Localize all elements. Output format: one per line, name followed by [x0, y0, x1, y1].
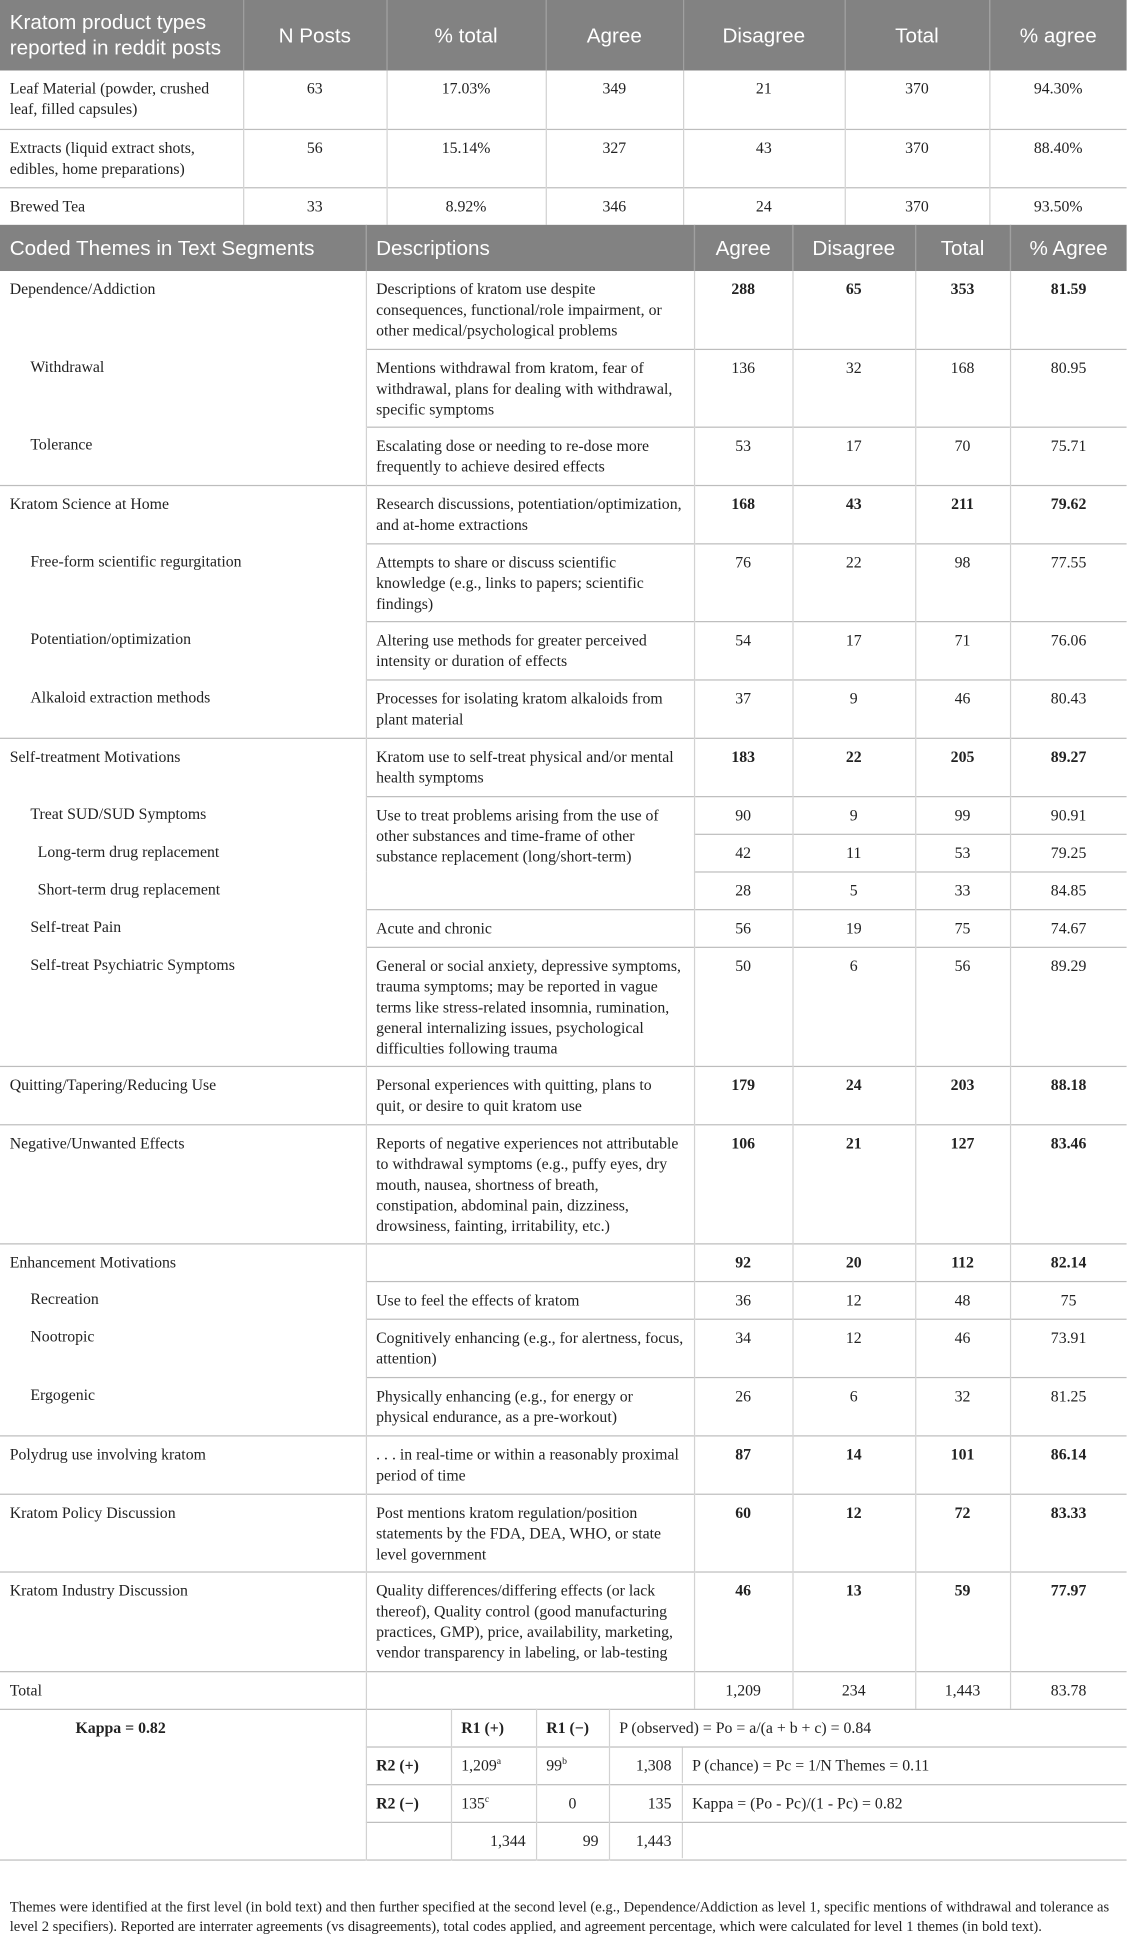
theme-label: Self-treat Psychiatric Symptoms	[0, 947, 366, 1066]
cell-total: 46	[915, 1319, 1010, 1377]
r1-pos-header: R1 (+)	[451, 1709, 536, 1747]
cell-agree: 87	[694, 1435, 792, 1493]
cell-pct-agree: 73.91	[1010, 1319, 1127, 1377]
cell-pct-agree: 81.59	[1050, 279, 1087, 298]
product-label: Brewed Tea	[0, 187, 243, 225]
kappa-table	[0, 1709, 1127, 1861]
cell-agree: 34	[694, 1319, 792, 1377]
grand-total-cell	[609, 1822, 1127, 1860]
theme-label: Ergogenic	[0, 1377, 366, 1435]
cell-agree: 1,209	[694, 1671, 792, 1709]
theme-row-level1	[0, 1124, 1127, 1243]
theme-description: Descriptions of kratom use despite consequences, functional/role impairment, or other medical/psychological problems	[366, 271, 694, 349]
cell-disagree: 12	[792, 1494, 915, 1572]
cell-agree: 56	[694, 909, 792, 947]
cell-total: 370	[845, 129, 990, 187]
theme-label: Long-term drug replacement	[0, 834, 366, 872]
col2-total: 99	[536, 1822, 609, 1860]
cell-disagree: 6	[792, 947, 915, 1066]
table-footnote: Themes were identified at the first level (in bold text) and then further specified at the second level (e.g., Dependence/Addiction as level 1, specific mentions of withdrawal and tolerance as level 2 specifiers). Reported are interrater agreements (vs disagreements), total codes applied, and agreement percentage, which were calculated for level 1 themes (in bold text).	[9, 1898, 1110, 1935]
cell-agree: 106	[694, 1124, 792, 1243]
theme-row-level2	[0, 427, 1127, 485]
kappa-label: Kappa = 0.82	[0, 1709, 366, 1860]
cell-pct-agree: 80.95	[1010, 349, 1127, 427]
empty-cell	[366, 1709, 451, 1747]
formula-observed: P (observed) = Po = a/(a + b + c) = 0.84	[609, 1709, 1127, 1747]
theme-label: Recreation	[0, 1281, 366, 1319]
theme-row-level2	[0, 1377, 1127, 1435]
r2-pos-header: R2 (+)	[366, 1747, 451, 1785]
cell-disagree: 22	[792, 738, 915, 796]
cell-disagree: 17	[792, 427, 915, 485]
cell-pct-agree: 89.27	[1010, 738, 1127, 796]
theme-row-level1	[0, 1435, 1127, 1493]
r2-neg-header: R2 (−)	[366, 1785, 451, 1823]
theme-row-level2	[0, 796, 1127, 834]
theme-description: Mentions withdrawal from kratom, fear of withdrawal, plans for dealing with withdrawal, specific symptoms	[366, 349, 694, 427]
cell-pct-agree: 83.33	[1010, 1494, 1127, 1572]
theme-label: Potentiation/optimization	[0, 621, 366, 679]
theme-label: Treat SUD/SUD Symptoms	[0, 796, 366, 834]
formula-chance-text: P (chance) = Pc = 1/N Themes = 0.11	[692, 1756, 930, 1775]
cell-agree: 346	[546, 187, 683, 225]
cell-total: 101	[915, 1435, 1010, 1493]
cell-disagree: 14	[792, 1435, 915, 1493]
cell-total: 127	[915, 1124, 1010, 1243]
cell-agree: 53	[694, 427, 792, 485]
cell-disagree: 9	[792, 796, 915, 834]
kappa-row	[0, 1709, 1127, 1747]
formula-kappa-text: Kappa = (Po - Pc)/(1 - Pc) = 0.82	[692, 1793, 903, 1813]
cell-agree: 42	[694, 834, 792, 872]
cell-disagree: 65	[792, 271, 915, 349]
cell-pct-agree: 75	[1010, 1281, 1127, 1319]
total-label: Total	[0, 1671, 366, 1709]
col-header-pct-agree: % agree	[989, 0, 1126, 70]
theme-row-level2	[0, 349, 1127, 427]
theme-description: Processes for isolating kratom alkaloids from plant material	[366, 679, 694, 737]
col-header-disagree: Disagree	[792, 225, 915, 271]
col-header-total: Total	[915, 225, 1010, 271]
product-types-table	[0, 0, 1127, 225]
cell-c-value: 135	[461, 1793, 485, 1813]
cell-pct-total: 17.03%	[386, 70, 545, 128]
coded-themes-table	[0, 225, 1127, 1709]
cell-total: 53	[915, 834, 1010, 872]
theme-row-level2	[0, 1281, 1127, 1319]
theme-description: . . . in real-time or within a reasonably proximal period of time	[366, 1435, 694, 1493]
theme-label: Kratom Science at Home	[0, 485, 366, 543]
theme-row-level1	[0, 1571, 1127, 1671]
cell-d: 0	[536, 1785, 609, 1823]
cell-total: 56	[915, 947, 1010, 1066]
product-label: Leaf Material (powder, crushed leaf, filled capsules)	[0, 70, 243, 128]
cell-agree: 37	[694, 679, 792, 737]
col-header-pct-agree: % Agree	[1010, 225, 1127, 271]
theme-label: Kratom Industry Discussion	[0, 1571, 366, 1671]
cell-agree: 288	[694, 271, 792, 349]
table-row	[0, 70, 1127, 128]
cell-agree: 46	[694, 1571, 792, 1671]
theme-description: Use to treat problems arising from the use of other substances and time-frame of other substance replacement (long/short-term)	[366, 796, 694, 909]
cell-pct-agree: 88.40%	[989, 129, 1126, 187]
col-header-total: Total	[845, 0, 990, 70]
theme-description: Kratom use to self-treat physical and/or mental health symptoms	[366, 738, 694, 796]
cell-total: 98	[915, 543, 1010, 621]
cell-disagree: 20	[792, 1243, 915, 1281]
cell-disagree: 11	[792, 834, 915, 872]
col-header-agree: Agree	[694, 225, 792, 271]
grand-total: 1,443	[609, 1823, 682, 1858]
theme-row-level2	[0, 1319, 1127, 1377]
theme-label: Polydrug use involving kratom	[0, 1435, 366, 1493]
cell-a	[451, 1747, 536, 1785]
theme-label: Self-treatment Motivations	[0, 738, 366, 796]
cell-agree: 349	[546, 70, 683, 128]
cell-b	[536, 1747, 609, 1785]
cell-total: 75	[915, 909, 1010, 947]
cell-pct-total: 15.14%	[386, 129, 545, 187]
theme-description: Quality differences/differing effects (or lack thereof), Quality control (good manufacturing practices, GMP), price, availability, marketing, vendor transparency in labeling, or lab-testing	[366, 1571, 694, 1671]
cell-disagree: 5	[792, 871, 915, 909]
theme-row-level1	[0, 485, 1127, 543]
theme-row-level2	[0, 543, 1127, 621]
row1-total: 1,308	[609, 1748, 682, 1783]
theme-description: Physically enhancing (e.g., for energy or physical endurance, as a pre-workout)	[366, 1377, 694, 1435]
cell-disagree: 13	[792, 1571, 915, 1671]
cell-disagree: 22	[792, 543, 915, 621]
cell-pct-agree: 79.62	[1010, 485, 1127, 543]
col-header-product: Kratom product types reported in reddit posts	[0, 0, 243, 70]
cell-n-posts: 63	[243, 70, 386, 128]
theme-label: Free-form scientific regurgitation	[0, 543, 366, 621]
cell-n-posts: 33	[243, 187, 386, 225]
theme-description: Research discussions, potentiation/optimization, and at-home extractions	[366, 485, 694, 543]
empty-cell	[366, 1822, 451, 1860]
cell-total: 71	[915, 621, 1010, 679]
cell-total: 32	[915, 1377, 1010, 1435]
footnote-mark-c: c	[484, 1793, 490, 1805]
cell-pct-agree: 79.25	[1010, 834, 1127, 872]
footnote-mark-a: a	[496, 1755, 502, 1767]
theme-row-level1	[0, 1243, 1127, 1281]
cell-disagree: 19	[792, 909, 915, 947]
cell-agree: 183	[694, 738, 792, 796]
cell-pct-agree: 83.46	[1010, 1124, 1127, 1243]
cell-total: 353	[915, 271, 1010, 349]
col-header-n-posts: N Posts	[243, 0, 386, 70]
cell-total: 46	[915, 679, 1010, 737]
cell-total: 33	[915, 871, 1010, 909]
theme-label: Enhancement Motivations	[0, 1243, 366, 1281]
cell-disagree: 43	[792, 485, 915, 543]
cell-disagree: 12	[792, 1319, 915, 1377]
theme-row-level2	[0, 909, 1127, 947]
col-header-agree: Agree	[546, 0, 683, 70]
cell-n-posts: 56	[243, 129, 386, 187]
cell-disagree: 24	[792, 1066, 915, 1124]
cell-total: 205	[915, 738, 1010, 796]
cell-pct-agree: 89.29	[1010, 947, 1127, 1066]
formula-chance	[609, 1747, 1127, 1785]
cell-total: 203	[915, 1066, 1010, 1124]
cell-total: 48	[915, 1281, 1010, 1319]
theme-label: Short-term drug replacement	[0, 871, 366, 909]
themes-table-header	[0, 225, 1127, 271]
row2-total: 135	[609, 1785, 682, 1820]
total-description	[366, 1671, 694, 1709]
theme-description	[366, 1243, 694, 1281]
theme-label: Nootropic	[0, 1319, 366, 1377]
cell-pct-agree: 81.25	[1010, 1377, 1127, 1435]
cell-disagree: 32	[792, 349, 915, 427]
cell-disagree: 21	[683, 70, 845, 128]
cell-pct-agree: 88.18	[1010, 1066, 1127, 1124]
theme-row-level1	[0, 1494, 1127, 1572]
theme-label: Kratom Policy Discussion	[0, 1494, 366, 1572]
total-row	[0, 1671, 1127, 1709]
formula-kappa	[609, 1785, 1127, 1823]
cell-pct-agree: 84.85	[1010, 871, 1127, 909]
col-header-theme: Coded Themes in Text Segments	[0, 225, 366, 271]
cell-total: 72	[915, 1494, 1010, 1572]
theme-label: Dependence/Addiction	[0, 271, 366, 349]
cell-disagree: 17	[792, 621, 915, 679]
cell-disagree: 43	[683, 129, 845, 187]
cell-total: 59	[915, 1571, 1010, 1671]
cell-pct-agree: 77.97	[1010, 1571, 1127, 1671]
cell-total: 168	[915, 349, 1010, 427]
cell-disagree: 12	[792, 1281, 915, 1319]
cell-pct-agree: 86.14	[1010, 1435, 1127, 1493]
cell-b-value: 99	[546, 1756, 563, 1775]
cell-pct-agree: 74.67	[1010, 909, 1127, 947]
theme-label: Self-treat Pain	[0, 909, 366, 947]
cell-total: 99	[915, 796, 1010, 834]
theme-description: Attempts to share or discuss scientific knowledge (e.g., links to papers; scientific findings)	[366, 543, 694, 621]
cell-total: 70	[915, 427, 1010, 485]
cell-total: 112	[915, 1243, 1010, 1281]
footnote-mark-b: b	[562, 1755, 567, 1767]
cell-agree: 60	[694, 1494, 792, 1572]
cell-agree: 168	[694, 485, 792, 543]
cell-agree: 179	[694, 1066, 792, 1124]
cell-agree: 327	[546, 129, 683, 187]
theme-label: Withdrawal	[0, 349, 366, 427]
cell-agree: 92	[694, 1243, 792, 1281]
product-label: Extracts (liquid extract shots, edibles, home preparations)	[0, 129, 243, 187]
theme-description: General or social anxiety, depressive symptoms, trauma symptoms; may be reported in vague terms like stress-related insomnia, rumination, general internalizing issues, psychological difficulties following trauma	[366, 947, 694, 1066]
theme-description: Acute and chronic	[366, 909, 694, 947]
cell-c	[451, 1785, 536, 1823]
theme-label: Tolerance	[0, 427, 366, 485]
theme-label: Alkaloid extraction methods	[0, 679, 366, 737]
theme-row-level1	[0, 1066, 1127, 1124]
cell-pct-agree: 90.91	[1010, 796, 1127, 834]
cell-pct-agree: 75.71	[1010, 427, 1127, 485]
theme-row-level1	[0, 271, 1127, 349]
cell-agree: 36	[694, 1281, 792, 1319]
cell-disagree: 24	[683, 187, 845, 225]
cell-pct-agree: 76.06	[1010, 621, 1127, 679]
cell-total: 370	[845, 187, 990, 225]
col1-total: 1,344	[451, 1822, 536, 1860]
theme-description: Reports of negative experiences not attributable to withdrawal symptoms (e.g., puffy eyes, dry mouth, nausea, shortness of breath, constipation, abdominal pain, dizziness, drowsiness, fainting, irritability, etc.)	[366, 1124, 694, 1243]
cell-pct-agree: 80.43	[1010, 679, 1127, 737]
cell-disagree: 234	[792, 1671, 915, 1709]
cell-disagree: 21	[792, 1124, 915, 1243]
r1-neg-header: R1 (−)	[536, 1709, 609, 1747]
cell-agree: 54	[694, 621, 792, 679]
theme-description: Escalating dose or needing to re-dose more frequently to achieve desired effects	[366, 427, 694, 485]
table-row	[0, 129, 1127, 187]
cell-a-value: 1,209	[461, 1756, 497, 1775]
theme-row-level2	[0, 679, 1127, 737]
col-header-disagree: Disagree	[683, 0, 845, 70]
col-header-descriptions: Descriptions	[366, 225, 694, 271]
cell-total: 370	[845, 70, 990, 128]
cell-agree: 90	[694, 796, 792, 834]
col-header-pct-total: % total	[386, 0, 545, 70]
table-row	[0, 187, 1127, 225]
product-table-header	[0, 0, 1127, 70]
cell-disagree: 6	[792, 1377, 915, 1435]
theme-description: Use to feel the effects of kratom	[366, 1281, 694, 1319]
theme-row-level1	[0, 738, 1127, 796]
cell-pct-agree: 93.50%	[989, 187, 1126, 225]
theme-label: Negative/Unwanted Effects	[0, 1124, 366, 1243]
cell-total: 211	[915, 485, 1010, 543]
cell-agree: 28	[694, 871, 792, 909]
theme-row-level2	[0, 947, 1127, 1066]
theme-description: Cognitively enhancing (e.g., for alertness, focus, attention)	[366, 1319, 694, 1377]
cell-disagree: 9	[792, 679, 915, 737]
theme-description: Altering use methods for greater perceived intensity or duration of effects	[366, 621, 694, 679]
cell-total: 1,443	[915, 1671, 1010, 1709]
cell-agree: 50	[694, 947, 792, 1066]
cell-pct-agree: 82.14	[1010, 1243, 1127, 1281]
cell-agree: 76	[694, 543, 792, 621]
theme-row-level2	[0, 621, 1127, 679]
cell-agree: 136	[694, 349, 792, 427]
theme-description: Personal experiences with quitting, plans to quit, or desire to quit kratom use	[366, 1066, 694, 1124]
cell-pct-total: 8.92%	[386, 187, 545, 225]
cell-agree: 26	[694, 1377, 792, 1435]
cell-pct-agree: 83.78	[1010, 1671, 1127, 1709]
theme-label: Quitting/Tapering/Reducing Use	[0, 1066, 366, 1124]
theme-description: Post mentions kratom regulation/position statements by the FDA, DEA, WHO, or state level government	[366, 1494, 694, 1572]
cell-pct-agree: 77.55	[1010, 543, 1127, 621]
cell-pct-agree: 94.30%	[1033, 78, 1083, 98]
